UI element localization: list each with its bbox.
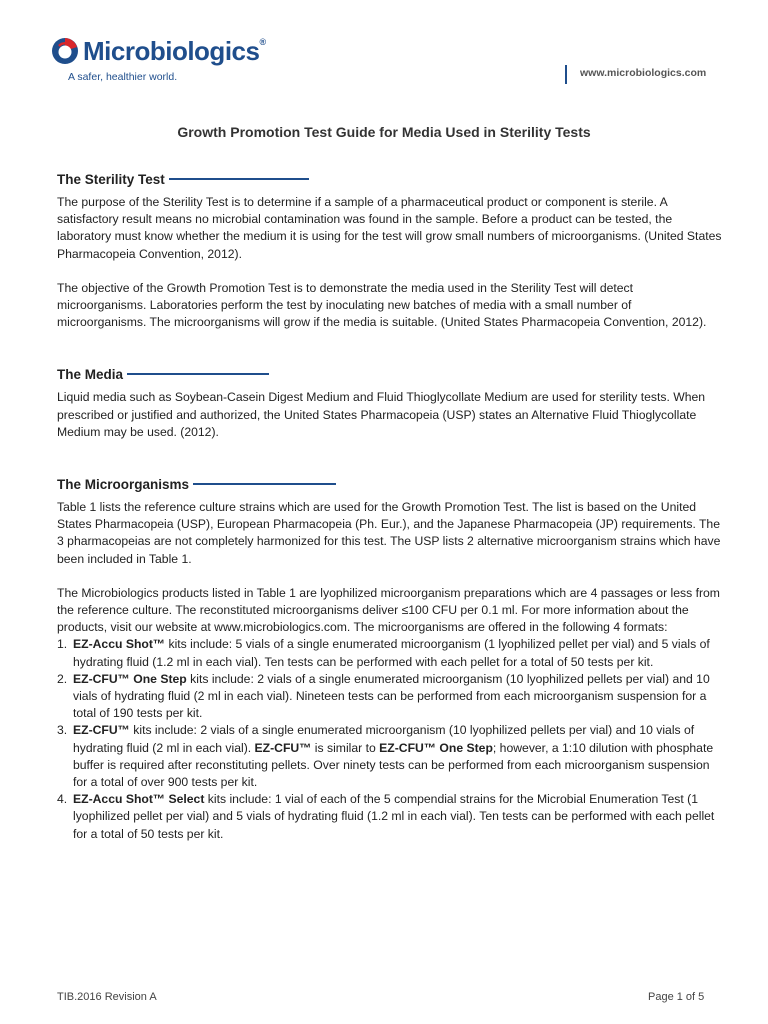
heading-rule [127,373,269,375]
section-heading-media [57,365,722,383]
section-heading-sterility [57,170,722,188]
product-name: EZ-CFU™ One Step [73,671,187,686]
document-title: Growth Promotion Test Guide for Media Used in Sterility Tests [177,124,591,140]
list-item-text: kits include: 1 vial of each of the 5 compendial strains for the Microbial Enumeration Test (1 lyophilized pellet per vial) and 5 vials of hydrating fluid (1.2 ml in each vial). Ten tests can be performed with each pellet for a total of 50 tests per kit. [73,792,715,841]
section-heading-text: The Media [57,366,124,382]
list-number: 1. [57,637,68,652]
footer-page-number: Page 1 of 5 [648,991,705,1003]
paragraph: The Microbiologics products listed in Table 1 are lyophilized microorganism preparations which are 4 passages or less from the reference culture. The reconstituted microorganisms deliver ≤100 CFU per 0.1 ml. For more information about the products, visit our website at www.microbiologics.com. The microorganisms are offered in the following 4 formats: [57,585,720,635]
list-item [57,791,722,843]
page-header [0,0,768,100]
list-item-text: kits include: 2 vials of a single enumerated microorganism (10 lyophilized pellets per vial) and 10 vials of hydrating fluid (2 ml in each vial). [73,723,695,755]
list-item-text: ; however, a 1:10 dilution with phosphate buffer is required after reconstituting pellets. Over ninety tests can be performed from each microorganism suspension for a total of over 900 tests per kit. [73,740,714,790]
paragraph: Liquid media such as Soybean-Casein Digest Medium and Fluid Thioglycollate Medium are used for sterility tests. When prescribed or justified and authorized, the United States Pharmacopeia (USP) states an Alternative Fluid Thioglycollate Medium may be used. (2012). [57,390,706,439]
product-name: EZ-CFU™ One Step [379,740,493,755]
list-item-text: kits include: 2 vials of a single enumerated microorganism (10 lyophilized pellets per vial) and 10 vials of hydrating fluid (2 ml in each vial). Nineteen tests can be performed from each microorganism suspension for a total of 190 tests per kit. [73,671,710,721]
product-name: EZ-CFU™ [73,723,130,738]
section-heading-text: The Microorganisms [57,476,190,492]
list-number: 2. [57,671,68,686]
product-name: EZ-Accu Shot™ Select [73,792,205,807]
paragraph: Table 1 lists the reference culture strains which are used for the Growth Promotion Test. The list is based on the United States Pharmacopeia (USP), European Pharmacopeia (Ph. Eur.), and the Japanese Pharmacopeia (JP) requirements. The 3 pharmacopeias are not completely harmonized for this test. The USP lists 2 alternative microorganism strains which have been included in Table 1. [57,500,721,566]
paragraph: The purpose of the Sterility Test is to determine if a sample of a pharmaceutical product or component is sterile. A satisfactory result means no microbial contamination was found in the sample. Before a product can be tested, the laboratory must know whether the medium it is using for the test will grow small numbers of microorganisms. (United States Pharmacopeia Convention, 2012). [57,195,722,261]
heading-rule [169,178,309,180]
product-name: EZ-Accu Shot™ [73,637,166,652]
list-item-text: is similar to [311,740,380,755]
paragraph: The objective of the Growth Promotion Test is to demonstrate the media used in the Sterility Test will detect microorganisms. Laboratories perform the test by inoculating new batches of media with a small number of microorganisms. The microorganisms will grow if the media is suitable. (United States Pharmacopeia Convention, 2012). [57,280,707,330]
website-link[interactable]: www.microbiologics.com [580,67,707,79]
microbiologics-logo-icon [50,36,80,66]
header-divider [565,65,567,84]
list-item [57,722,722,791]
list-item [57,671,722,723]
brand-logo[interactable] [50,36,266,66]
brand-name: Microbiologics® [83,36,266,66]
list-number: 4. [57,792,68,807]
brand-tagline: A safer, healthier world. [68,71,178,83]
product-name: EZ-CFU™ [254,740,312,755]
footer-revision: TIB.2016 Revision A [57,991,157,1003]
list-item-text: kits include: 5 vials of a single enumerated microorganism (1 lyophilized pellet per vial) and 5 vials of hydrating fluid (1.2 ml in each vial). Ten tests can be performed with each pellet for a total of 50 tests per kit. [73,637,710,669]
formats-list [57,636,722,842]
list-item [57,636,722,670]
document-body [57,170,722,843]
section-heading-text: The Sterility Test [57,171,165,187]
list-number: 3. [57,723,68,738]
heading-rule [193,483,336,485]
section-heading-microorganisms [57,475,722,493]
